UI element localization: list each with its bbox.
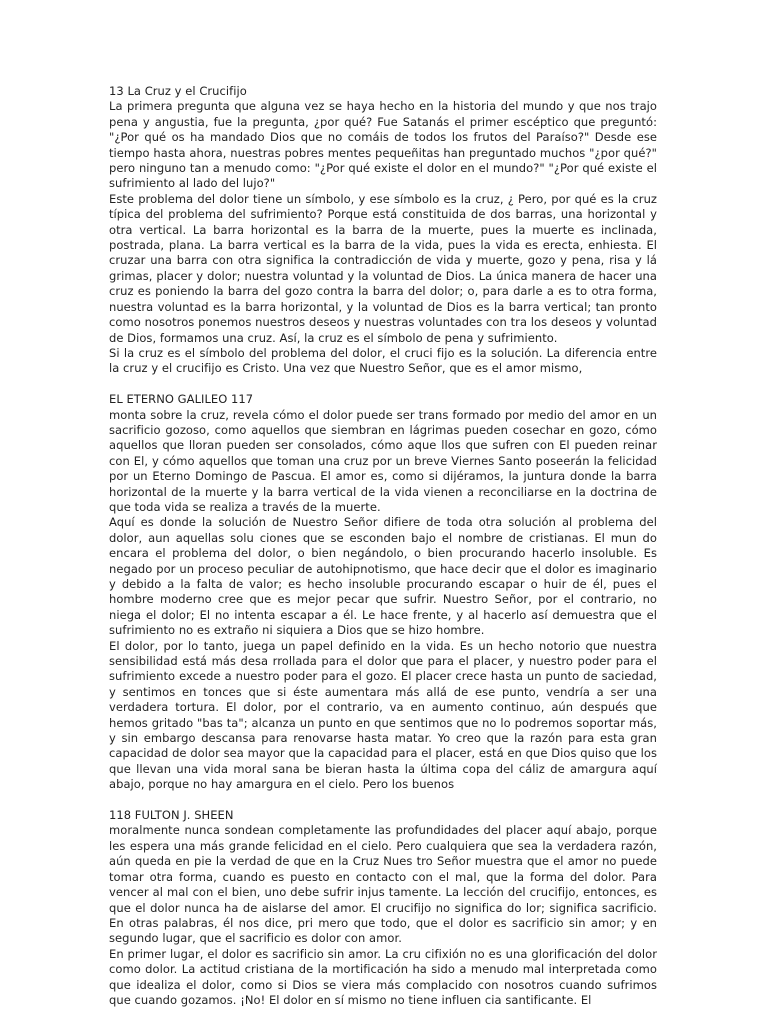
paragraph: En primer lugar, el dolor es sacrificio sin amor. La cru cifixión no es una glorificación del dolor como dolor. La actitud cristiana de la mortificación ha sido a menudo mal interpretada como que idealiza el dolor, como si Dios se viera más complacido con nosotros cuando sufrimos que cuando gozamos. ¡No! El dolor en sí mismo no tiene influen cia santificante. El bbox=[109, 946, 657, 1007]
running-header: 118 FULTON J. SHEEN bbox=[109, 808, 234, 823]
paragraph: La primera pregunta que alguna vez se haya hecho en la historia del mundo y que nos trajo pena y angustia, fue la pregunta, ¿por qué? Fue Satanás el primer escéptico que preguntó: "¿Por qué os ha mandado Dios que no comáis de todos los frutos del Paraíso?" Desde ese tiempo hasta ahora, nuestras pobres mentes pequeñitas han preguntado muchos "¿por qué?" pero ninguno tan a menudo como: "¿Por qué existe el dolor en el mundo?" "¿Por qué existe el sufrimiento al lado del lujo?" bbox=[109, 99, 657, 191]
page-break-gap bbox=[109, 793, 657, 808]
paragraph: Este problema del dolor tiene un símbolo, y ese símbolo es la cruz, ¿ Pero, por qué es la cruz típica del problema del sufrimiento? Porque está constituida de dos barras, una horizontal y otra vertical. La barra horizontal es la barra de la muerte, pues la muerte es inclinada, postrada, plana. La barra vertical es la barra de la vida, pues la vida es erecta, enhiesta. El cruzar una barra con otra significa la contradicción de vida y muerte, gozo y pena, risa y lá grimas, placer y dolor; nuestra voluntad y la voluntad de Dios. La única manera de hacer una cruz es poniendo la barra del gozo contra la barra del dolor; o, para darle a es to otra forma, nuestra voluntad es la barra horizontal, y la voluntad de Dios es la barra vertical; tan pronto como nosotros ponemos nuestros deseos y nuestras voluntades con tra los deseos y voluntad de Dios, formamos una cruz. Así, la cruz es el símbolo de pena y sufrimiento. bbox=[109, 191, 657, 345]
document-page bbox=[109, 84, 657, 1008]
paragraph: Aquí es donde la solución de Nuestro Señor difiere de toda otra solución al problema del dolor, aun aquellas solu ciones que se esconden bajo el nombre de cristianas. El mun do encara el problema del dolor, o bien negándolo, o bien procurando hacerlo insoluble. Es negado por un proceso peculiar de autohipnotismo, que hace decir que el dolor es imaginario y debido a la falta de valor; es hecho insoluble procurando escapar o huir de él, pues el hombre moderno cree que es mejor pecar que sufrir. Nuestro Señor, por el contrario, no niega el dolor; El no intenta escapar a él. Le hace frente, y al hacerlo así demuestra que el sufrimiento no es extraño ni siquiera a Dios que se hizo hombre. bbox=[109, 515, 657, 638]
paragraph: moralmente nunca sondean completamente las profundidades del placer aquí abajo, porque les espera una más grande felicidad en el cielo. Pero cualquiera que sea la verdadera razón, aún queda en pie la verdad de que en la Cruz Nues tro Señor muestra que el amor no puede tomar otra forma, cuando es puesto en contacto con el mal, que la forma del dolor. Para vencer al mal con el bien, uno debe sufrir injus tamente. La lección del crucifijo, entonces, es que el dolor nunca ha de aislarse del amor. El crucifijo no significa do lor; significa sacrificio. En otras palabras, él nos dice, pri mero que todo, que el dolor es sacrificio sin amor; y en segundo lugar, que el sacrificio es dolor con amor. bbox=[109, 823, 657, 946]
paragraph: El dolor, por lo tanto, juega un papel definido en la vida. Es un hecho notorio que nuestra sensibilidad está más desa rrollada para el dolor que para el placer, y nuestro poder para el sufrimiento excede a nuestro poder para el gozo. El placer crece hasta un punto de saciedad, y sentimos en tonces que si éste aumentara más allá de ese punto, vendría a ser una verdadera tortura. El dolor, por el contrario, va en aumento continuo, aún después que hemos gritado "bas ta"; alcanza un punto en que sentimos que no lo podremos soportar más, y sin embargo descansa para renovarse hasta matar. Yo creo que la razón para esta gran capacidad de dolor sea mayor que la capacidad para el placer, está en que Dios quiso que los que llevan una vida moral sana be bieran hasta la última copa del cáliz de amargura aquí abajo, porque no hay amargura en el cielo. Pero los buenos bbox=[109, 638, 657, 792]
paragraph: Si la cruz es el símbolo del problema del dolor, el cruci fijo es la solución. La diferencia entre la cruz y el crucifijo es Cristo. Una vez que Nuestro Señor, que es el amor mismo, bbox=[109, 345, 657, 376]
chapter-heading: 13 La Cruz y el Crucifijo bbox=[109, 84, 247, 98]
running-header: EL ETERNO GALILEO 117 bbox=[109, 392, 254, 407]
paragraph: monta sobre la cruz, revela cómo el dolor puede ser trans formado por medio del amor en un sacrificio gozoso, como aquellos que siembran en lágrimas pueden cosechar en gozo, cómo aquellos que lloran pueden ser consolados, cómo aque llos que sufren con El pueden reinar con El, y cómo aquellos que toman una cruz por un breve Viernes Santo poseerán la felicidad por un Eterno Domingo de Pascua. El amor es, como si dijéramos, la juntura donde la barra horizontal de la muerte y la barra vertical de la vida vienen a reconciliarse en la doctrina de que toda vida se realiza a través de la muerte. bbox=[109, 407, 657, 514]
page-break-gap bbox=[109, 377, 657, 392]
